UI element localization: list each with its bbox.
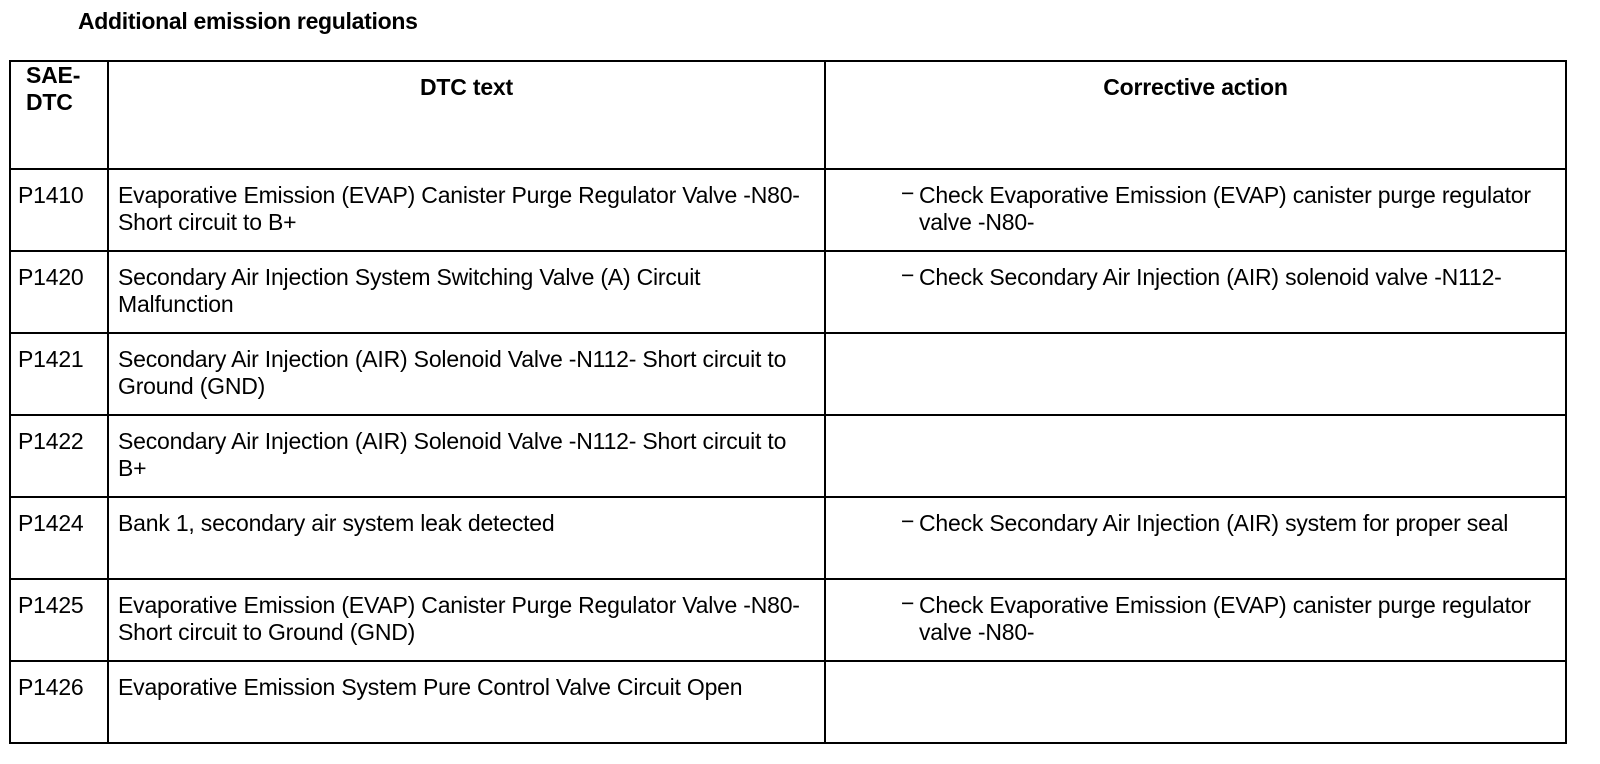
dtc-text-cell: Secondary Air Injection System Switching Valve (A) Circuit Malfunction — [108, 251, 825, 333]
dtc-code-cell: P1425 — [10, 579, 108, 661]
table-row — [10, 169, 1566, 251]
header-sae-dtc-line2: DTC — [26, 89, 73, 115]
header-dtc-text: DTC text — [108, 61, 825, 169]
corrective-action-text: Check Secondary Air Injection (AIR) system for proper seal — [919, 510, 1509, 536]
corrective-action-text: Check Evaporative Emission (EVAP) canister purge regulator valve -N80- — [919, 592, 1531, 645]
dtc-text-cell: Secondary Air Injection (AIR) Solenoid Valve -N112- Short circuit to B+ — [108, 415, 825, 497]
dtc-code-cell: P1426 — [10, 661, 108, 743]
dtc-code-cell: P1422 — [10, 415, 108, 497]
dtc-code-cell: P1410 — [10, 169, 108, 251]
dash-bullet-icon: − — [901, 180, 915, 206]
table-row — [10, 251, 1566, 333]
header-corrective-action: Corrective action — [825, 61, 1566, 169]
dash-bullet-icon: − — [901, 508, 915, 534]
corrective-action-item — [901, 264, 1555, 291]
dtc-code-cell: P1421 — [10, 333, 108, 415]
table-row — [10, 497, 1566, 579]
page-title: Additional emission regulations — [78, 8, 418, 34]
dtc-table — [9, 60, 1567, 744]
dtc-text-cell: Bank 1, secondary air system leak detected — [108, 497, 825, 579]
dash-bullet-icon: − — [901, 262, 915, 288]
corrective-action-cell — [825, 415, 1566, 497]
corrective-action-cell — [825, 661, 1566, 743]
table-body — [10, 169, 1566, 743]
dash-bullet-icon: − — [901, 590, 915, 616]
header-sae-dtc — [10, 61, 108, 169]
table-row — [10, 661, 1566, 743]
corrective-action-item — [901, 592, 1555, 646]
dtc-text-cell: Secondary Air Injection (AIR) Solenoid Valve -N112- Short circuit to Ground (GND) — [108, 333, 825, 415]
table-row — [10, 415, 1566, 497]
table-row — [10, 579, 1566, 661]
corrective-action-text: Check Evaporative Emission (EVAP) canister purge regulator valve -N80- — [919, 182, 1531, 235]
dtc-code-cell: P1424 — [10, 497, 108, 579]
table-header-row — [10, 61, 1566, 169]
corrective-action-cell — [825, 169, 1566, 251]
corrective-action-item — [901, 182, 1555, 236]
corrective-action-text: Check Secondary Air Injection (AIR) solenoid valve -N112- — [919, 264, 1502, 290]
dtc-text-cell: Evaporative Emission System Pure Control Valve Circuit Open — [108, 661, 825, 743]
table-row — [10, 333, 1566, 415]
corrective-action-item — [901, 510, 1555, 537]
dtc-text-cell: Evaporative Emission (EVAP) Canister Purge Regulator Valve -N80- Short circuit to B+ — [108, 169, 825, 251]
corrective-action-cell — [825, 579, 1566, 661]
dtc-code-cell: P1420 — [10, 251, 108, 333]
corrective-action-cell — [825, 497, 1566, 579]
corrective-action-cell — [825, 333, 1566, 415]
corrective-action-cell — [825, 251, 1566, 333]
header-sae-dtc-line1: SAE- — [26, 62, 81, 88]
dtc-text-cell: Evaporative Emission (EVAP) Canister Purge Regulator Valve -N80- Short circuit to Ground (GND) — [108, 579, 825, 661]
